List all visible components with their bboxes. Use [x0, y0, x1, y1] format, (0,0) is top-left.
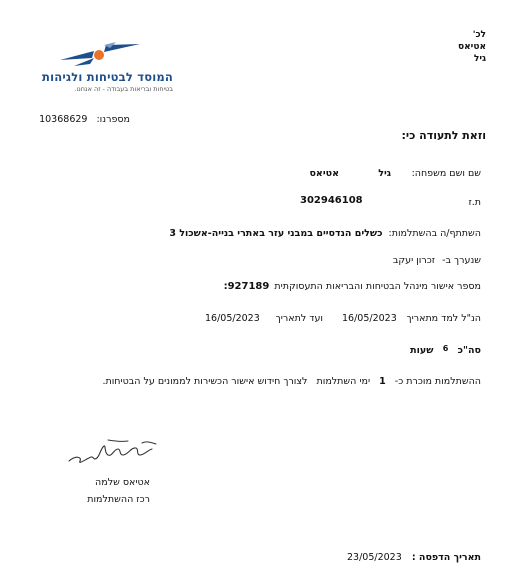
from-date: 16/05/2023 [342, 313, 397, 324]
signature-image [66, 437, 161, 469]
org-logo-text [25, 70, 173, 93]
org-name: המוסד לבטיחות ולגיהות [42, 70, 173, 84]
recognition-pre: ההשתלמות מוכרת כ- [394, 376, 481, 387]
id-label: ת.ז [468, 197, 481, 208]
logo-emblem-icon [60, 40, 140, 70]
hours-label: שעות [410, 345, 434, 356]
org-logo [60, 40, 140, 70]
participation-label: השתתף/ה בהשתלמות: [388, 228, 481, 239]
approval-line [224, 281, 481, 292]
recipient-last-name: אטיאס [458, 42, 486, 52]
signer-role: רכז ההשתלמות [87, 494, 150, 505]
name-label: שם ושם משפחה: [411, 168, 481, 179]
to-label: לכ' [472, 30, 486, 40]
last-name: אטיאס [309, 168, 339, 179]
held-label: שנערך ב- [442, 255, 481, 266]
total-hours: 6 [442, 344, 449, 353]
certificate-title: וזאת לתעודה כי: [401, 129, 486, 142]
id-value: 302946108 [300, 195, 363, 206]
held-place: זכרון יעקב [392, 255, 436, 266]
total-label: סה"כ [457, 345, 481, 356]
org-tagline: בטיחות ובריאות בעבודה - זה אנחנו. [74, 85, 173, 93]
held-line [393, 255, 481, 266]
recognition-line [102, 376, 481, 387]
course-name: כשלים הנדסיים במבני עזר באתרי בנייה-אשכול 3 [169, 228, 383, 239]
serial-label: מספרנו: [96, 114, 130, 125]
to-date: 16/05/2023 [205, 313, 260, 324]
approval-number: :927189 [223, 281, 270, 292]
from-label: הנ"ל למד מתאריך [406, 313, 481, 324]
first-name: גיל [378, 168, 391, 179]
recipient-first-name: גיל [473, 54, 486, 64]
recognition-post: ימי השתלמות לצורך חידוש אישור הכשירות לממונים על הבטיחות. [102, 376, 371, 387]
to-label-date: ועד לתאריך [275, 313, 323, 324]
print-date: 23/05/2023 [347, 552, 402, 563]
signer-name: אטיאס שלמה [95, 477, 150, 488]
signature-icon [66, 437, 161, 469]
serial-number [38, 114, 130, 125]
total-hours-line [410, 345, 481, 356]
participation-line [169, 228, 481, 239]
print-date-label: תאריך הדפסה : [411, 552, 481, 563]
serial-value: 10368629 [39, 114, 88, 125]
recognition-days: 1 [379, 376, 386, 387]
approval-label: מספר אישור מינהל הבטיחות והבריאות התעסוקתית [274, 281, 481, 292]
